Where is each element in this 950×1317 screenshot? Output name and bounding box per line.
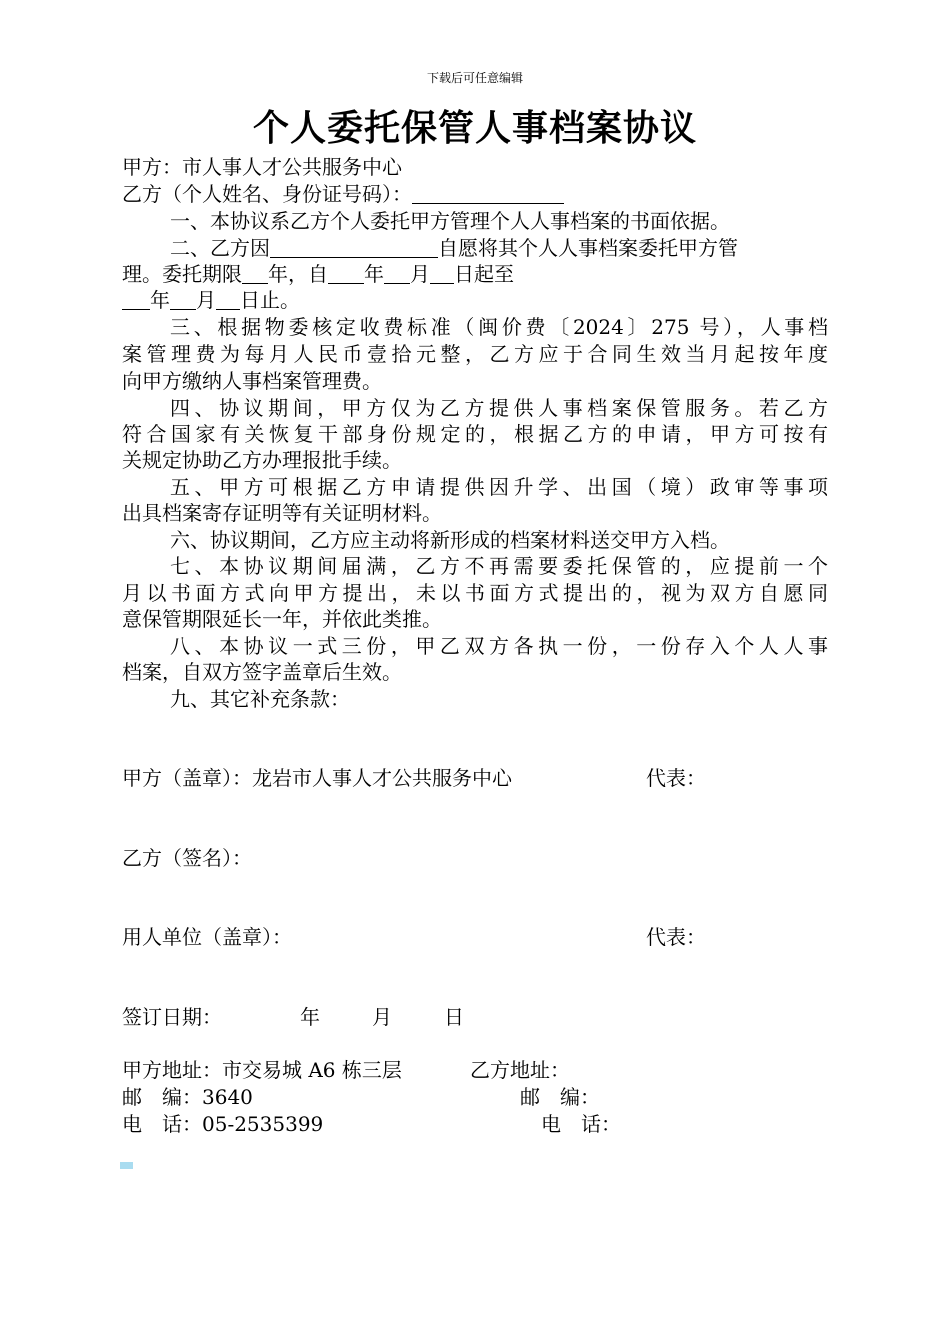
clause-9: 九、其它补充条款： <box>170 687 350 711</box>
clause-5-line-1: 五、甲方可根据乙方申请提供因升学、出国（境）政审等事项 <box>170 475 828 499</box>
clause-2-line-1 <box>170 235 738 261</box>
start-day-blank <box>430 263 454 284</box>
signing-date-day: 日 <box>444 1005 464 1029</box>
signing-date-year: 年 <box>300 1005 320 1029</box>
clause-8-line-1: 八、本协议一式三份，甲乙双方各执一份，一份存入个人人事 <box>170 634 828 658</box>
party-b-label: 乙方（个人姓名、身份证号码）： <box>122 182 412 206</box>
signing-date-month: 月 <box>372 1005 392 1029</box>
clause-5-line-2: 出具档案寄存证明等有关证明材料。 <box>122 501 442 525</box>
party-b-signature-label: 乙方（签名）： <box>122 846 252 870</box>
clause-3-line-3: 向甲方缴纳人事档案管理费。 <box>122 369 382 393</box>
clause-2-text-d: 年，自 <box>268 262 328 286</box>
party-a-seal-label: 甲方（盖章）：龙岩市人事人才公共服务中心 <box>122 766 512 790</box>
party-b-postcode: 邮 编： <box>520 1085 600 1109</box>
clause-4-line-2: 符合国家有关恢复干部身份规定的，根据乙方的申请，甲方可按有 <box>122 422 828 446</box>
party-a-address: 甲方地址：市交易城 A6 栋三层 <box>122 1058 402 1082</box>
clause-2-text-a: 二、乙方因 <box>170 236 270 260</box>
party-b-blank <box>412 183 564 204</box>
clause-2-text-e: 年 <box>364 262 384 286</box>
clause-1: 一、本协议系乙方个人委托甲方管理个人人事档案的书面依据。 <box>170 209 730 233</box>
end-day-blank <box>216 289 240 310</box>
clause-6: 六、协议期间，乙方应主动将新形成的档案材料送交甲方入档。 <box>170 528 730 552</box>
clause-2-text-c: 理。委托期限 <box>122 262 242 286</box>
end-month-blank <box>170 289 196 310</box>
clause-7-line-3: 意保管期限延长一年，并依此类推。 <box>122 607 442 631</box>
party-b-phone: 电 话： <box>541 1112 621 1136</box>
employer-seal-label: 用人单位（盖章）： <box>122 925 292 949</box>
party-b-line <box>122 181 564 207</box>
clause-4-line-3: 关规定协助乙方办理报批手续。 <box>122 448 402 472</box>
text-cursor-mark <box>120 1162 133 1169</box>
party-a-postcode: 邮 编：3640 <box>122 1085 253 1109</box>
party-a-line: 甲方：市人事人才公共服务中心 <box>122 155 402 179</box>
party-b-address: 乙方地址： <box>470 1058 570 1082</box>
clause-7-line-2: 月以书面方式向甲方提出，未以书面方式提出的，视为双方自愿同 <box>122 581 828 605</box>
clause-3-line-1: 三、根据物委核定收费标准（闽价费〔2024〕275 号），人事档 <box>170 315 828 339</box>
header-note: 下载后可任意编辑 <box>426 71 523 85</box>
clause-2-line-3 <box>122 287 300 313</box>
reason-blank <box>270 237 438 258</box>
employer-representative-label: 代表： <box>646 925 706 949</box>
clause-2-line-2 <box>122 261 514 287</box>
party-a-phone: 电 话：05-2535399 <box>122 1112 324 1136</box>
clause-3-line-2: 案管理费为每月人民币壹拾元整，乙方应于合同生效当月起按年度 <box>122 342 828 366</box>
document-title: 个人委托保管人事档案协议 <box>252 107 697 149</box>
clause-2-text-i: 月 <box>196 288 216 312</box>
clause-2-text-b: 自愿将其个人人事档案委托甲方管 <box>438 236 738 260</box>
end-year-blank <box>122 289 150 310</box>
clause-4-line-1: 四、协议期间，甲方仅为乙方提供人事档案保管服务。若乙方 <box>170 396 828 420</box>
party-a-representative-label: 代表： <box>646 766 706 790</box>
signing-date-label: 签订日期： <box>122 1005 222 1029</box>
clause-2-text-g: 日起至 <box>454 262 514 286</box>
start-year-blank <box>328 263 364 284</box>
clause-2-text-j: 日止。 <box>240 288 300 312</box>
term-years-blank <box>242 263 268 284</box>
clause-8-line-2: 档案，自双方签字盖章后生效。 <box>122 660 402 684</box>
clause-2-text-h: 年 <box>150 288 170 312</box>
clause-2-text-f: 月 <box>410 262 430 286</box>
start-month-blank <box>384 263 410 284</box>
clause-7-line-1: 七、本协议期间届满，乙方不再需要委托保管的，应提前一个 <box>170 554 828 578</box>
